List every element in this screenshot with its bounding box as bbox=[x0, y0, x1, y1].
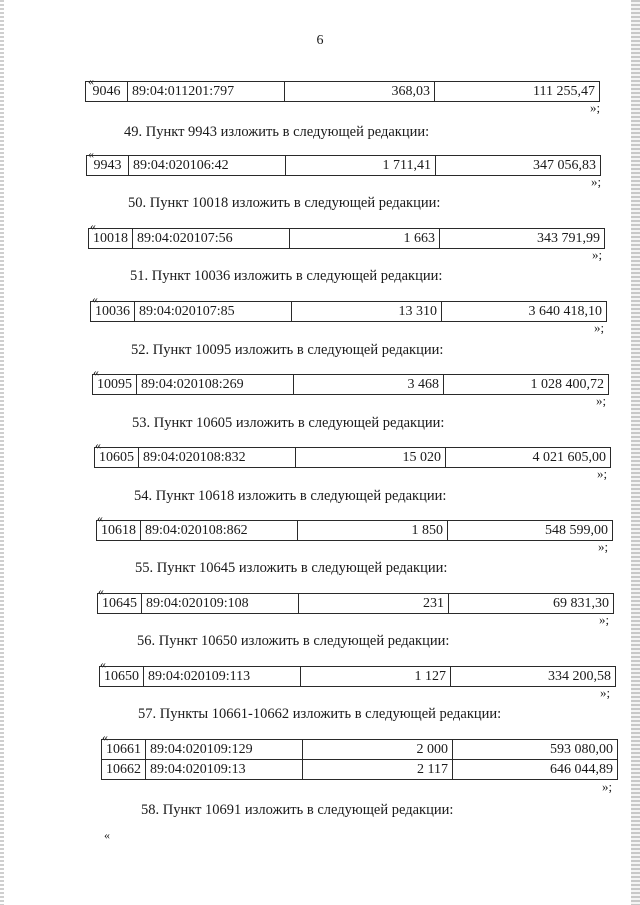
open-quote: « bbox=[97, 511, 103, 525]
record-number: 10095 bbox=[93, 375, 137, 395]
cadastral-value: 646 044,89 bbox=[453, 760, 618, 780]
area-value: 15 020 bbox=[296, 448, 446, 468]
section-heading: 58. Пункт 10691 изложить в следующей редакции: bbox=[141, 802, 454, 818]
area-value: 2 117 bbox=[303, 760, 453, 780]
cadastral-value: 69 831,30 bbox=[449, 594, 614, 614]
table-row bbox=[100, 667, 616, 687]
table-row bbox=[86, 82, 600, 102]
section-heading: 56. Пункт 10650 изложить в следующей редакции: bbox=[137, 633, 450, 649]
record-number: 10036 bbox=[91, 302, 135, 322]
cadastral-value: 1 028 400,72 bbox=[444, 375, 609, 395]
cadastral-number: 89:04:020106:42 bbox=[129, 156, 286, 176]
section-heading: 53. Пункт 10605 изложить в следующей редакции: bbox=[132, 415, 445, 431]
open-quote: « bbox=[88, 74, 94, 88]
record-table bbox=[99, 666, 616, 687]
close-quote: »; bbox=[598, 539, 609, 554]
area-value: 231 bbox=[299, 594, 449, 614]
record-table bbox=[96, 520, 613, 541]
open-quote: « bbox=[102, 730, 108, 744]
record-number: 10650 bbox=[100, 667, 144, 687]
table-row bbox=[102, 740, 618, 760]
close-quote: »; bbox=[592, 247, 603, 262]
scan-edge-right bbox=[631, 0, 640, 905]
record-table bbox=[88, 228, 605, 249]
close-quote: »; bbox=[599, 612, 610, 627]
area-value: 1 711,41 bbox=[286, 156, 436, 176]
record-number: 10605 bbox=[95, 448, 139, 468]
cadastral-value: 593 080,00 bbox=[453, 740, 618, 760]
cadastral-value: 334 200,58 bbox=[451, 667, 616, 687]
table-row bbox=[95, 448, 611, 468]
page-number: 6 bbox=[316, 33, 324, 48]
cadastral-number: 89:04:020108:862 bbox=[141, 521, 298, 541]
cadastral-number: 89:04:020109:13 bbox=[146, 760, 303, 780]
close-quote: »; bbox=[602, 779, 613, 794]
record-number: 10618 bbox=[97, 521, 141, 541]
record-table bbox=[101, 739, 618, 780]
record-number: 9943 bbox=[87, 156, 129, 176]
cadastral-number: 89:04:020109:129 bbox=[146, 740, 303, 760]
cadastral-value: 111 255,47 bbox=[435, 82, 600, 102]
table-row bbox=[102, 760, 618, 780]
open-quote: « bbox=[100, 657, 106, 671]
area-value: 1 663 bbox=[290, 229, 440, 249]
section-heading: 52. Пункт 10095 изложить в следующей редакции: bbox=[131, 342, 444, 358]
table-row bbox=[98, 594, 614, 614]
area-value: 3 468 bbox=[294, 375, 444, 395]
close-quote: »; bbox=[596, 393, 607, 408]
record-table bbox=[85, 81, 600, 102]
cadastral-number: 89:04:020107:56 bbox=[133, 229, 290, 249]
close-quote: »; bbox=[590, 100, 601, 115]
close-quote: »; bbox=[591, 174, 602, 189]
cadastral-number: 89:04:020109:108 bbox=[142, 594, 299, 614]
table-row bbox=[93, 375, 609, 395]
open-quote: « bbox=[95, 438, 101, 452]
section-heading: 55. Пункт 10645 изложить в следующей редакции: bbox=[135, 560, 448, 576]
table-row bbox=[87, 156, 601, 176]
open-quote: « bbox=[90, 219, 96, 233]
area-value: 1 850 bbox=[298, 521, 448, 541]
cadastral-value: 343 791,99 bbox=[440, 229, 605, 249]
table-row bbox=[91, 302, 607, 322]
record-table bbox=[97, 593, 614, 614]
table-row bbox=[97, 521, 613, 541]
section-heading: 57. Пункты 10661-10662 изложить в следующей редакции: bbox=[138, 706, 502, 722]
close-quote: »; bbox=[597, 466, 608, 481]
cadastral-value: 4 021 605,00 bbox=[446, 448, 611, 468]
record-number: 10662 bbox=[102, 760, 146, 780]
record-table bbox=[92, 374, 609, 395]
record-table bbox=[86, 155, 601, 176]
close-quote: »; bbox=[600, 685, 611, 700]
record-number: 10645 bbox=[98, 594, 142, 614]
cadastral-number: 89:04:011201:797 bbox=[128, 82, 285, 102]
open-quote: « bbox=[92, 292, 98, 306]
section-heading: 51. Пункт 10036 изложить в следующей редакции: bbox=[130, 268, 443, 284]
record-number: 10018 bbox=[89, 229, 133, 249]
cadastral-value: 347 056,83 bbox=[436, 156, 601, 176]
section-heading: 54. Пункт 10618 изложить в следующей редакции: bbox=[134, 488, 447, 504]
record-table bbox=[90, 301, 607, 322]
open-quote: « bbox=[98, 584, 104, 598]
close-quote: »; bbox=[594, 320, 605, 335]
record-number: 9046 bbox=[86, 82, 128, 102]
open-quote: « bbox=[104, 828, 110, 842]
cadastral-number: 89:04:020108:832 bbox=[139, 448, 296, 468]
open-quote: « bbox=[93, 365, 99, 379]
cadastral-number: 89:04:020108:269 bbox=[137, 375, 294, 395]
table-row bbox=[89, 229, 605, 249]
record-number: 10661 bbox=[102, 740, 146, 760]
section-heading: 49. Пункт 9943 изложить в следующей редакции: bbox=[124, 124, 430, 140]
open-quote: « bbox=[88, 147, 94, 161]
area-value: 1 127 bbox=[301, 667, 451, 687]
area-value: 368,03 bbox=[285, 82, 435, 102]
record-table bbox=[94, 447, 611, 468]
section-heading: 50. Пункт 10018 изложить в следующей редакции: bbox=[128, 195, 441, 211]
area-value: 13 310 bbox=[292, 302, 442, 322]
cadastral-value: 3 640 418,10 bbox=[442, 302, 607, 322]
cadastral-number: 89:04:020107:85 bbox=[135, 302, 292, 322]
area-value: 2 000 bbox=[303, 740, 453, 760]
scan-edge-left bbox=[0, 0, 4, 905]
cadastral-number: 89:04:020109:113 bbox=[144, 667, 301, 687]
cadastral-value: 548 599,00 bbox=[448, 521, 613, 541]
